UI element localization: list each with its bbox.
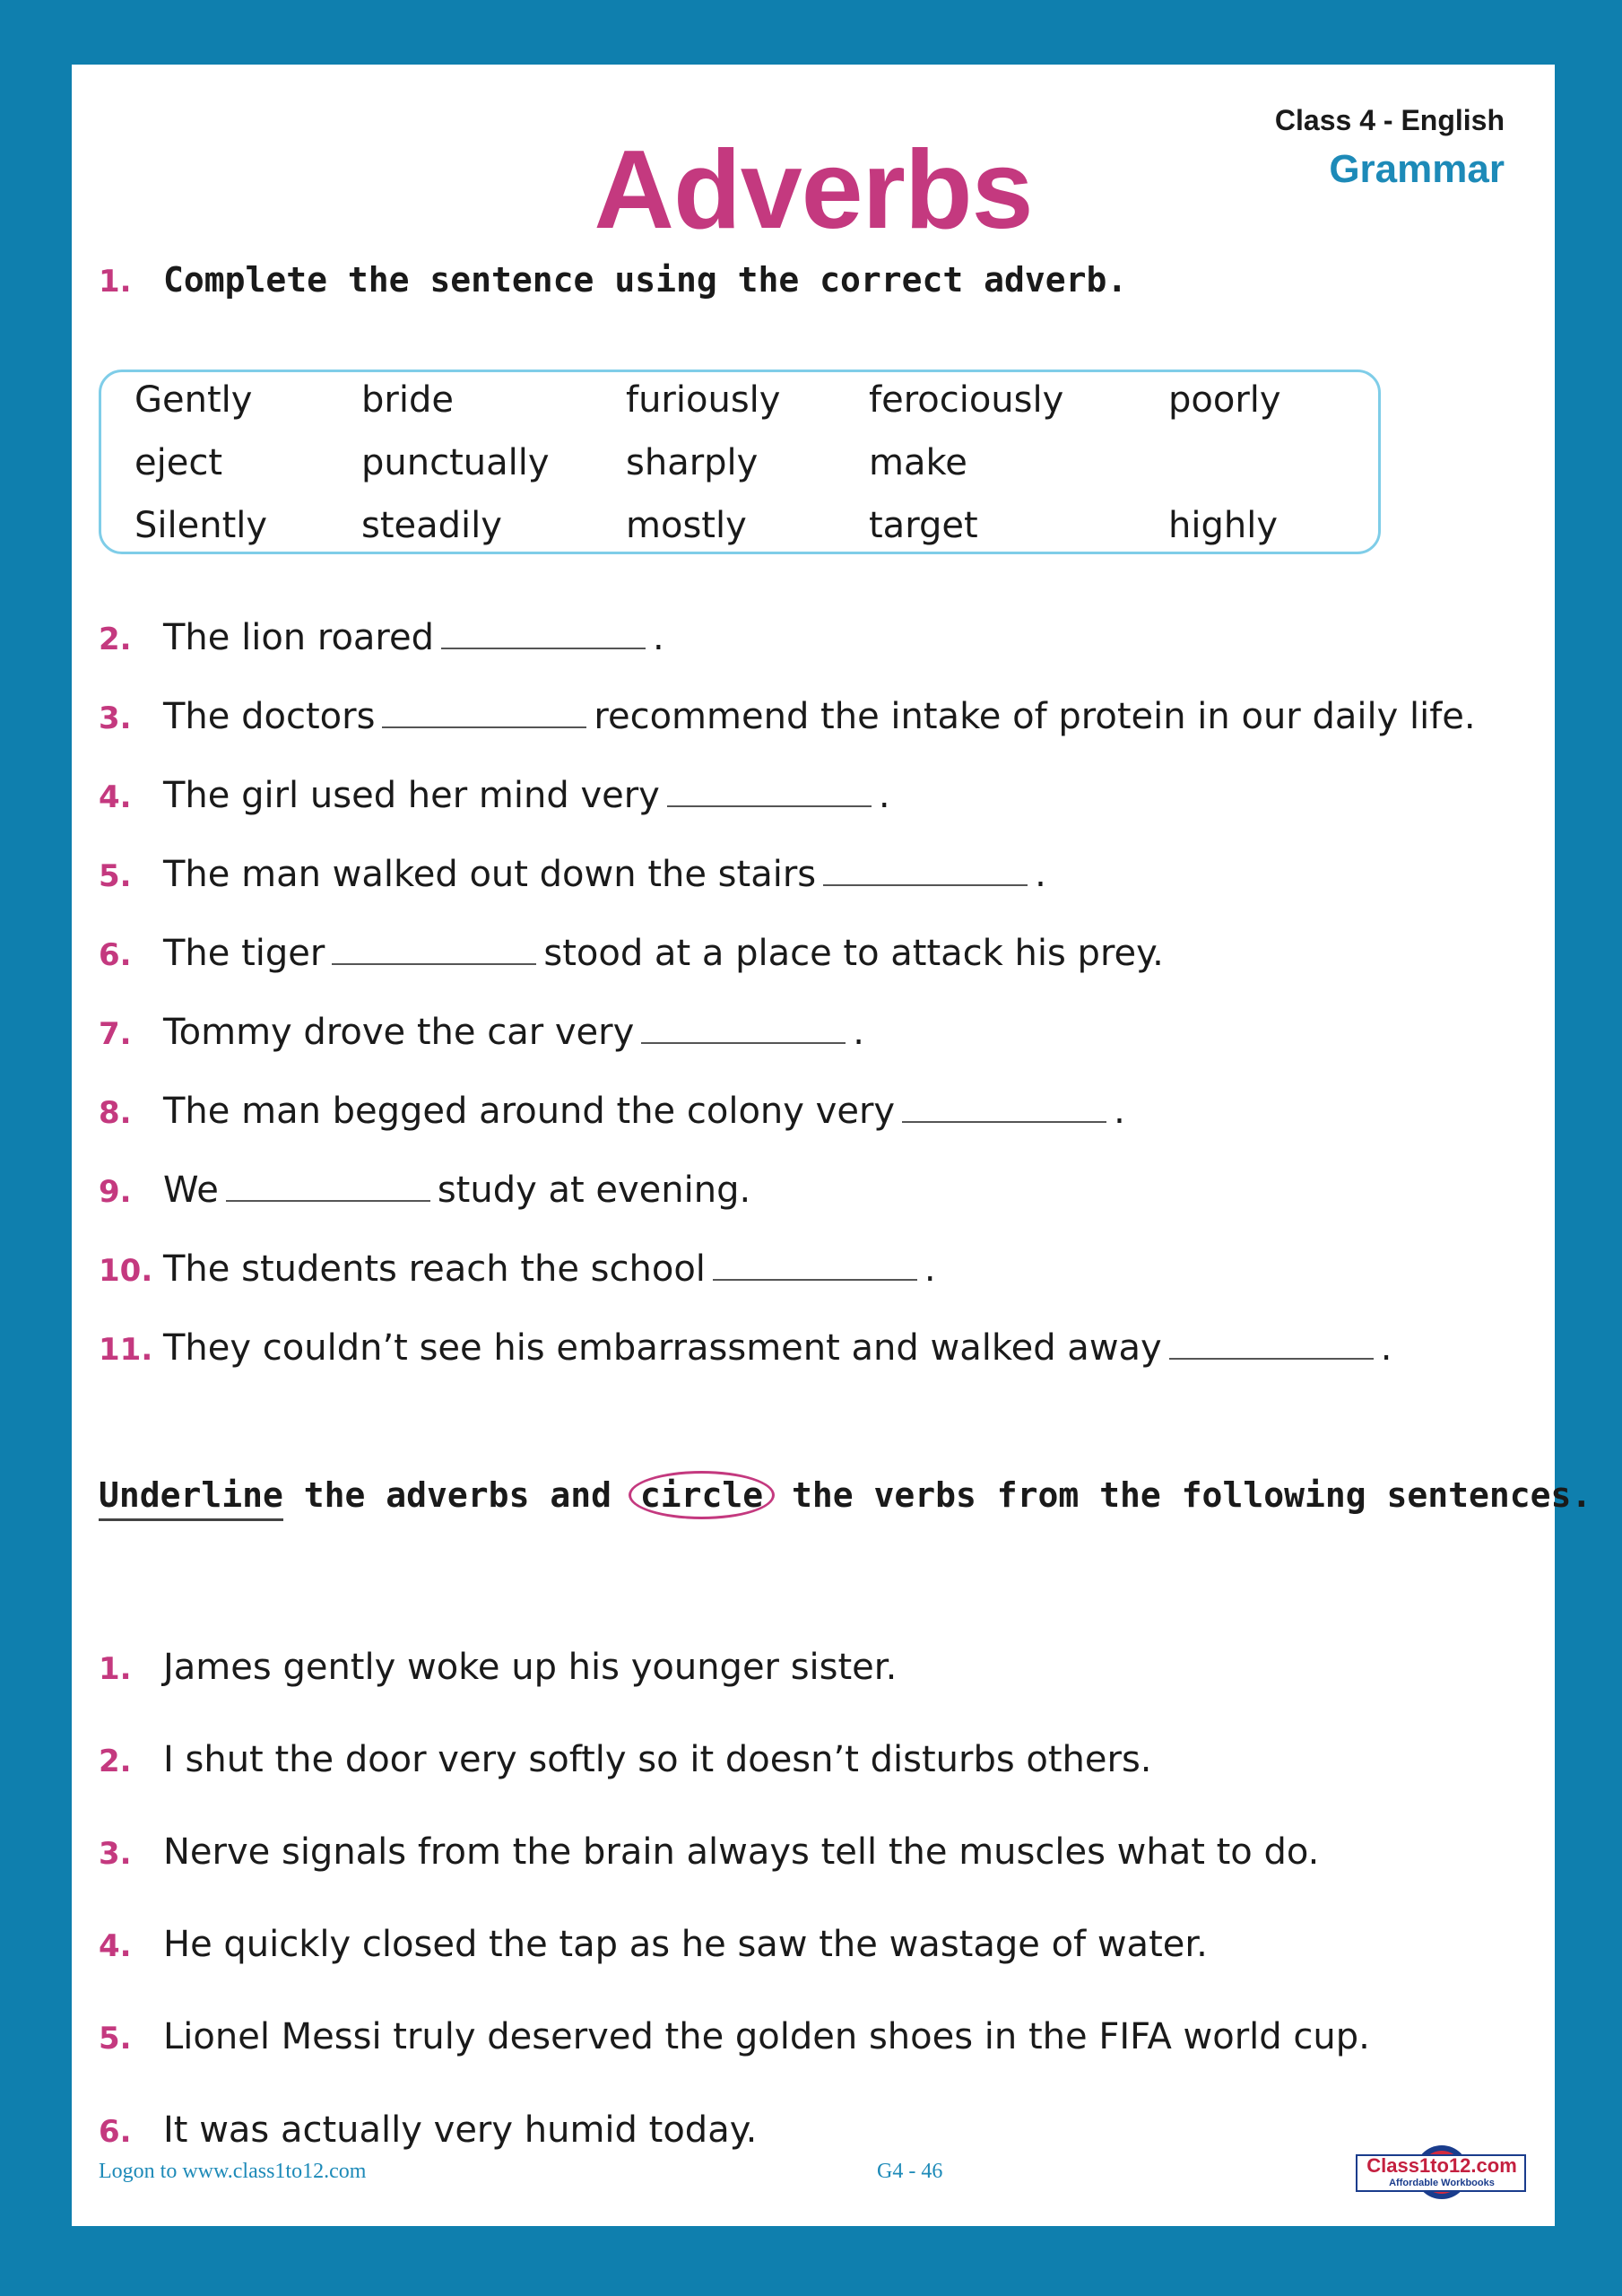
adverb-sentence: [99, 1831, 1319, 1873]
question-text-before: Tommy drove the car very: [163, 1012, 635, 1053]
fill-blank-question: [99, 1087, 1125, 1132]
question-number: 5.: [99, 2021, 132, 2057]
question-text-before: The man walked out down the stairs: [163, 854, 817, 895]
question-number: 2.: [99, 1744, 132, 1779]
fill-blank-question: [99, 613, 664, 658]
answer-blank[interactable]: [667, 771, 872, 807]
question-text-before: The tiger: [163, 933, 325, 974]
instruction-text: the verbs from the following sentences.: [771, 1475, 1592, 1515]
answer-blank[interactable]: [713, 1245, 917, 1281]
answer-blank[interactable]: [382, 692, 586, 728]
question-text-before: The students reach the school: [163, 1248, 706, 1290]
fill-blank-question: [99, 1166, 750, 1211]
footer-website: Logon to www.class1to12.com: [99, 2160, 367, 2183]
adverb-sentence: [99, 2016, 1370, 2057]
fill-blank-question: [99, 1008, 864, 1053]
question-text-after: .: [853, 1012, 864, 1053]
question-number: 10.: [99, 1253, 153, 1289]
question-number: 8.: [99, 1095, 132, 1131]
underline-word: Underline: [99, 1475, 283, 1521]
section2-instruction: [99, 1471, 1592, 1519]
adverb-sentence: [99, 2109, 757, 2151]
sentence-text: Lionel Messi truly deserved the golden shoes in the FIFA world cup.: [163, 2016, 1370, 2057]
question-number: 3.: [99, 700, 132, 736]
answer-blank[interactable]: [1169, 1324, 1374, 1360]
adverb-sentence: [99, 1647, 897, 1688]
question-text-after: .: [1380, 1327, 1392, 1369]
question-number: 1.: [99, 264, 132, 300]
fill-blank-question: [99, 1324, 1392, 1369]
word-bank: [99, 370, 1381, 554]
sentence-text: It was actually very humid today.: [163, 2109, 758, 2151]
answer-blank[interactable]: [902, 1087, 1106, 1123]
sentence-text: He quickly closed the tap as he saw the wastage of water.: [163, 1924, 1208, 1965]
circle-word: circle: [629, 1471, 775, 1519]
word-bank-item: Silently: [134, 505, 268, 546]
fill-blank-question: [99, 850, 1046, 895]
question-number: 4.: [99, 1928, 132, 1964]
word-bank-item: make: [869, 442, 967, 483]
question-text-after: .: [924, 1248, 936, 1290]
question-number: 11.: [99, 1332, 153, 1368]
question-text-before: They couldn’t see his embarrassment and walked away: [163, 1327, 1162, 1369]
question-number: 2.: [99, 622, 132, 657]
word-bank-item: Gently: [134, 379, 253, 421]
sentence-text: James gently woke up his younger sister.: [163, 1647, 898, 1688]
adverb-sentence: [99, 1739, 1152, 1780]
logo-tagline: Affordable Workbooks: [1389, 2178, 1495, 2188]
worksheet-page: [72, 65, 1592, 2226]
answer-blank[interactable]: [641, 1008, 846, 1044]
word-bank-item: mostly: [626, 505, 747, 546]
question-number: 1.: [99, 1651, 132, 1687]
class-label: Class 4 - English: [1274, 104, 1505, 136]
question-text-before: The man begged around the colony very: [163, 1091, 896, 1132]
question-text-after: .: [1114, 1091, 1125, 1132]
sentence-text: Nerve signals from the brain always tell the muscles what to do.: [163, 1831, 1320, 1873]
question-text-after: study at evening.: [437, 1170, 751, 1211]
instruction-text: Complete the sentence using the correct adverb.: [163, 260, 1128, 300]
question-number: 3.: [99, 1836, 132, 1872]
answer-blank[interactable]: [226, 1166, 430, 1202]
fill-blank-question: [99, 929, 1164, 974]
word-bank-item: bride: [361, 379, 454, 421]
sentence-text: I shut the door very softly so it doesn’t disturbs others.: [163, 1739, 1152, 1780]
question-number: 6.: [99, 2114, 132, 2150]
word-bank-item: sharply: [626, 442, 759, 483]
question-number: 5.: [99, 858, 132, 894]
page-title: Adverbs: [594, 128, 1033, 252]
word-bank-item: target: [869, 505, 978, 546]
answer-blank[interactable]: [823, 850, 1028, 886]
word-bank-item: highly: [1168, 505, 1278, 546]
question-text-after: .: [878, 775, 890, 816]
fill-blank-question: [99, 1245, 936, 1290]
word-bank-item: ferociously: [869, 379, 1064, 421]
section1-instruction: [99, 260, 1127, 300]
adverb-sentence: [99, 1924, 1208, 1965]
question-number: 4.: [99, 779, 132, 815]
question-text-after: .: [653, 617, 664, 658]
question-number: 9.: [99, 1174, 132, 1210]
logo-wordmark: Class1to12.com: [1366, 2154, 1517, 2177]
instruction-text: the adverbs and: [282, 1475, 632, 1515]
question-number: 6.: [99, 937, 132, 973]
question-number: 7.: [99, 1016, 132, 1052]
brand-logo: [1356, 2144, 1528, 2201]
word-bank-item: eject: [134, 442, 223, 483]
answer-blank[interactable]: [332, 929, 536, 965]
question-text-before: The girl used her mind very: [163, 775, 660, 816]
word-bank-item: steadily: [361, 505, 502, 546]
fill-blank-question: [99, 771, 890, 816]
question-text-before: The lion roared: [163, 617, 434, 658]
subject-label: Grammar: [1329, 147, 1505, 191]
page-number: G4 - 46: [877, 2160, 943, 2183]
question-text-after: recommend the intake of protein in our daily life.: [594, 696, 1476, 737]
word-bank-item: punctually: [361, 442, 550, 483]
answer-blank[interactable]: [441, 613, 646, 649]
word-bank-item: furiously: [626, 379, 781, 421]
question-text-after: .: [1035, 854, 1046, 895]
question-text-before: The doctors: [163, 696, 376, 737]
fill-blank-question: [99, 692, 1476, 737]
word-bank-item: poorly: [1168, 379, 1281, 421]
question-text-before: We: [163, 1170, 219, 1211]
question-text-after: stood at a place to attack his prey.: [543, 933, 1164, 974]
